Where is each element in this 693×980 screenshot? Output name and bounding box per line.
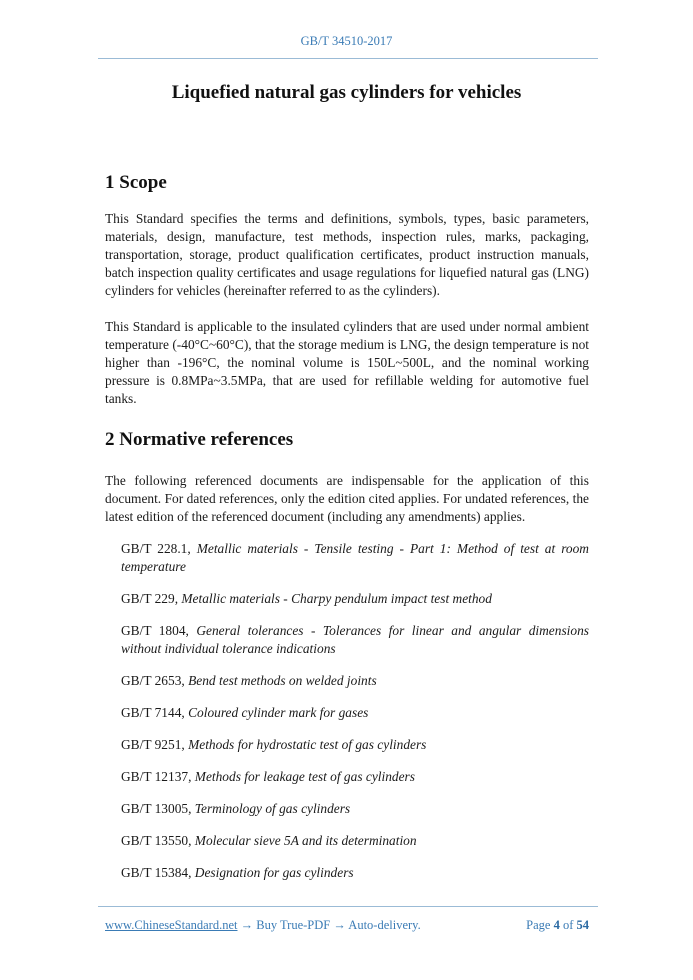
reference-title: General tolerances - Tolerances for linear and angular dimensions without individual tolerance indications (121, 623, 589, 656)
website-link[interactable]: www.ChineseStandard.net (105, 918, 238, 932)
page-total: 54 (576, 918, 589, 932)
running-header: GB/T 34510-2017 (300, 34, 393, 48)
reference-title: Designation for gas cylinders (194, 865, 354, 880)
reference-item (121, 540, 589, 576)
reference-code: GB/T 228.1, (121, 541, 191, 556)
reference-title: Methods for leakage test of gas cylinders (194, 769, 415, 784)
reference-title: Molecular sieve 5A and its determination (194, 833, 417, 848)
reference-code: GB/T 12137, (121, 769, 192, 784)
reference-code: GB/T 9251, (121, 737, 185, 752)
paragraph: This Standard specifies the terms and definitions, symbols, types, basic parameters, materials, design, manufacture, test methods, inspection rules, marks, packaging, transportation, storage, product qualification certificates, product instruction manuals, batch inspection quality certificates and usage regulations for liquefied natural gas (LNG) cylinders for vehicles (hereinafter referred to as the cylinders). (105, 211, 589, 298)
page-current: 4 (553, 918, 560, 932)
reference-item (121, 800, 589, 818)
reference-code: GB/T 7144, (121, 705, 185, 720)
reference-title: Bend test methods on welded joints (188, 673, 377, 688)
footer-divider (98, 906, 598, 907)
header-divider (98, 58, 598, 59)
reference-title: Coloured cylinder mark for gases (188, 705, 369, 720)
references-intro (105, 472, 589, 526)
section-2-heading-wrap (105, 429, 589, 451)
reference-code: GB/T 13550, (121, 833, 192, 848)
reference-item (121, 672, 589, 690)
footer-tagline: → Buy True-PDF → Auto-delivery. (237, 918, 421, 932)
section-heading: 2 Normative references (105, 429, 294, 450)
reference-item (121, 832, 589, 850)
reference-code: GB/T 15384, (121, 865, 192, 880)
reference-item (121, 768, 589, 786)
page-footer (105, 918, 589, 933)
scope-paragraph-2 (105, 318, 589, 408)
reference-code: GB/T 1804, (121, 623, 189, 638)
page-indicator (526, 918, 589, 933)
paragraph: The following referenced documents are indispensable for the application of this document. For dated references, only the edition cited applies. For undated references, the latest edition of the referenced document (including any amendments) applies. (105, 473, 589, 524)
scope-paragraph-1 (105, 210, 589, 300)
reference-item (121, 864, 589, 882)
page-of-label: of (562, 918, 574, 932)
reference-code: GB/T 13005, (121, 801, 192, 816)
reference-item (121, 704, 589, 722)
section-heading: 1 Scope (105, 172, 167, 193)
section-1-heading-wrap (105, 172, 589, 194)
reference-item (121, 736, 589, 754)
reference-code: GB/T 2653, (121, 673, 185, 688)
reference-title: Methods for hydrostatic test of gas cylinders (188, 737, 427, 752)
reference-title: Metallic materials - Tensile testing - Part 1: Method of test at room temperature (121, 541, 589, 574)
document-title: Liquefied natural gas cylinders for vehicles (171, 82, 522, 103)
page-label: Page (526, 918, 551, 932)
reference-title: Terminology of gas cylinders (194, 801, 351, 816)
reference-code: GB/T 229, (121, 591, 179, 606)
reference-item (121, 622, 589, 658)
reference-item (121, 590, 589, 608)
paragraph: This Standard is applicable to the insulated cylinders that are used under normal ambient temperature (-40°C~60°C), that the storage medium is LNG, the design temperature is not higher than -196°C, the nominal volume is 150L~500L, and the nominal working pressure is 0.8MPa~3.5MPa, that are used for refillable welding for automotive fuel tanks. (105, 319, 589, 406)
reference-title: Metallic materials - Charpy pendulum impact test method (181, 591, 492, 606)
